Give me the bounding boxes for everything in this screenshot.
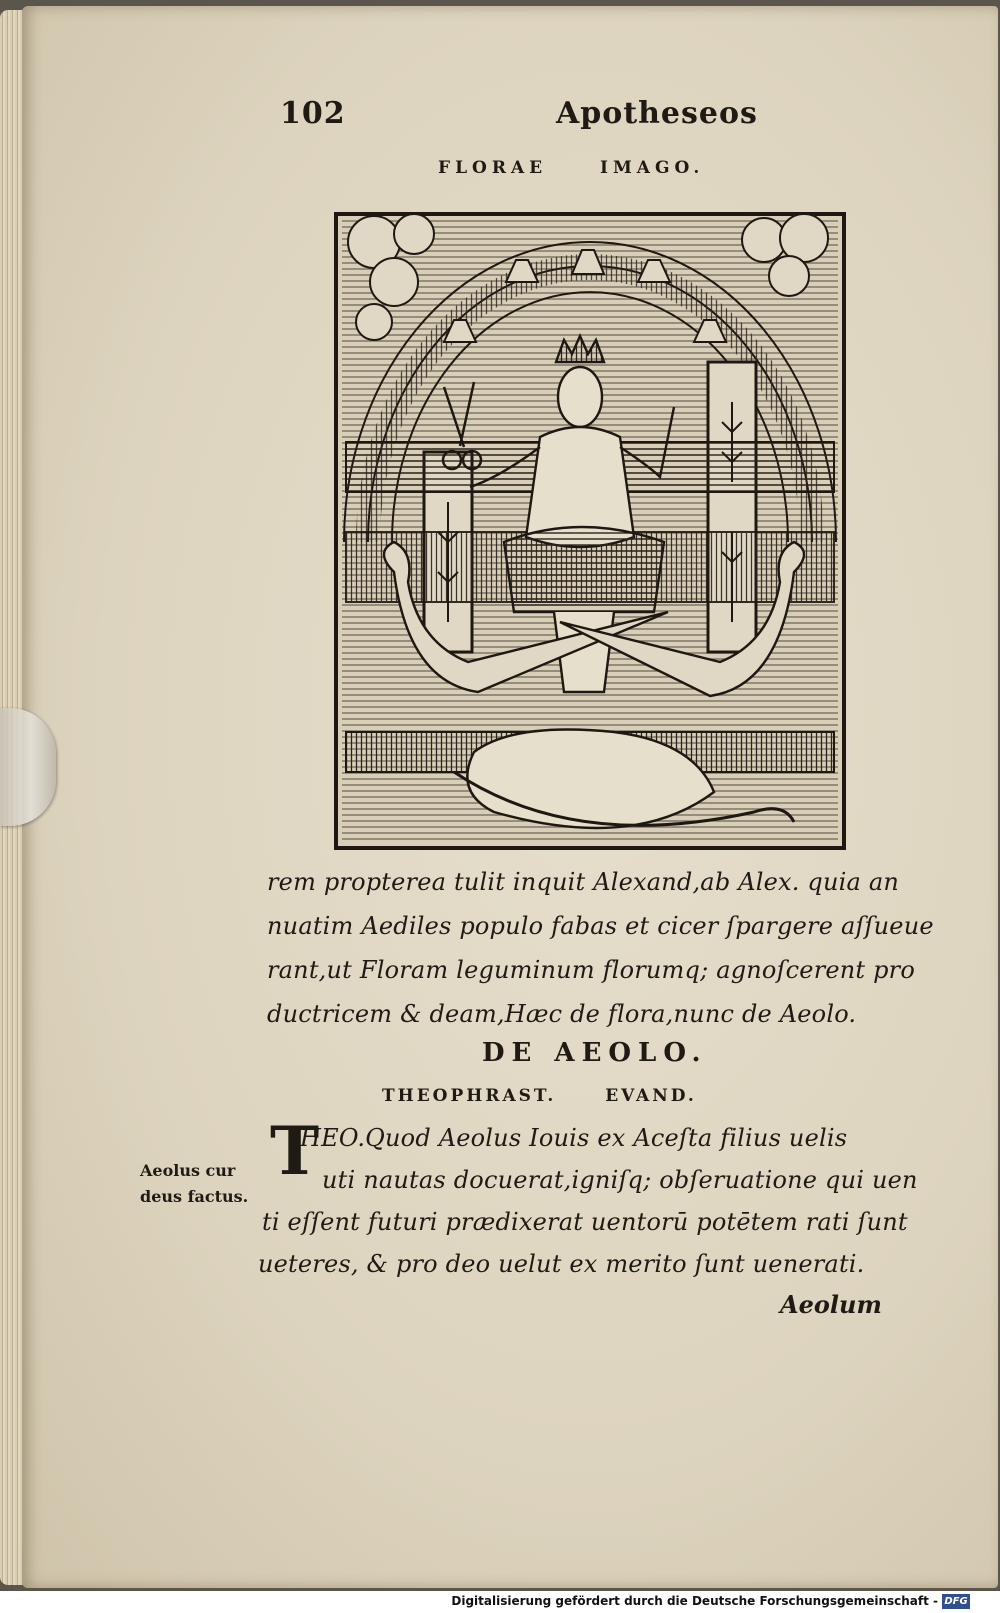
- flora-woodcut-illustration: [334, 212, 846, 850]
- digitization-footer: [0, 1591, 1000, 1613]
- marginal-note: [140, 1158, 248, 1210]
- woodcut-title: FLORAE IMAGO.: [438, 158, 705, 178]
- marginal-note-line: deus factus.: [140, 1187, 249, 1206]
- footer-credit: Digitalisierung gefördert durch die Deutsche Forschungsgemeinschaft -: [451, 1594, 938, 1608]
- dfg-logo-icon: DFG: [942, 1594, 970, 1609]
- dialogue-speakers: THEOPHRAST. EVAND.: [382, 1086, 697, 1106]
- dialogue-line: ueteres, & pro deo uelut ex merito ſunt uenerati.: [258, 1250, 865, 1278]
- dialogue-line: uti nautas docuerat,igniſq; obſeruatione qui uen: [322, 1166, 918, 1194]
- catchword: Aeolum: [780, 1290, 882, 1319]
- dialogue-line: ti eſſent futuri prædixerat uentorū potētem rati ſunt: [262, 1208, 908, 1236]
- body-text-line: nuatim Aediles populo fabas et cicer ſpargere aſſueue: [267, 912, 934, 940]
- body-text-line: ductricem & deam,Hæc de flora,nunc de Aeolo.: [267, 1000, 857, 1028]
- body-text-line: rant,ut Floram leguminum florumq; agnoſcerent pro: [267, 956, 915, 984]
- section-heading: DE AEOLO.: [482, 1038, 708, 1068]
- running-head: Apotheseos: [556, 96, 758, 131]
- dialogue-line: HEO.Quod Aeolus Iouis ex Aceſta filius uelis: [300, 1124, 848, 1152]
- marginal-note-line: Aeolus cur: [140, 1161, 236, 1180]
- body-text-line: rem propterea tulit inquit Alexand,ab Alex. quia an: [267, 868, 900, 896]
- drop-capital: T: [270, 1112, 320, 1190]
- page-number: 102: [280, 96, 346, 131]
